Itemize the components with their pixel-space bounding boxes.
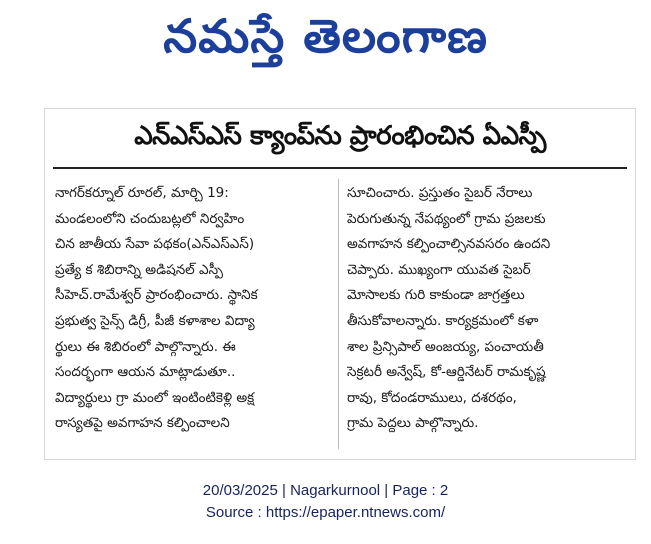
body-line: విద్యార్థులు గ్రా మంలో ఇంటింటికెళ్లి అక్ష [55, 389, 255, 406]
body-line: సెక్రటరీ అన్వేష్, కో-ఆర్డినేటర్ రామకృష్ణ [347, 364, 546, 381]
column-divider [338, 179, 339, 449]
body-line: చిన జాతీయ సేవా పథకం(ఎన్‌ఎస్‌ఎస్) [55, 236, 255, 253]
body-line: శాల ప్రిన్సిపాల్ అంజయ్య, పంచాయతీ [347, 338, 544, 355]
body-line: మండలంలోని చందుబట్లలో నిర్వహిం [55, 210, 245, 227]
body-line: చెప్పారు. ముఖ్యంగా యువత సైబర్ [347, 261, 531, 278]
body-line: రాస్యతపై అవగాహన కల్పించాలని [55, 415, 230, 432]
article-headline: ఎన్‌ఎస్‌ఎస్ క్యాంప్‌ను ప్రారంభించిన ఏఎస్పీ [134, 121, 546, 151]
body-line: గ్రామ పెద్దలు పాల్గొన్నారు. [347, 415, 479, 432]
article-column-left [55, 181, 331, 437]
headline-rule [53, 167, 627, 169]
body-line: సందర్భంగా ఆయన మాట్లాడుతూ.. [55, 364, 236, 381]
body-line: రావు, కోదండరాములు, దశరథం, [347, 389, 517, 406]
body-line: ర్థులు ఈ శిబిరంలో పాల్గొన్నారు. ఈ [55, 338, 236, 355]
article-column-right [347, 181, 623, 437]
body-line: తీసుకోవాలన్నారు. కార్యక్రమంలో కళా [347, 312, 539, 329]
article-clipping [44, 108, 636, 460]
body-line: సీహెచ్.రామేశ్వర్ ప్రారంభించారు. స్థానిక [55, 287, 258, 304]
body-line: ప్రత్యే క శిబిరాన్ని అడిషనల్ ఎస్పీ [55, 261, 224, 278]
source-link[interactable]: Source : https://epaper.ntnews.com/ [205, 504, 446, 521]
body-line: పెరుగుతున్న నేపథ్యంలో గ్రామ ప్రజలకు [347, 210, 546, 227]
body-line: మోసాలకు గురి కాకుండా జాగ్రత్తలు [347, 287, 525, 304]
source-footer [0, 480, 651, 524]
body-line: సూచించారు. ప్రస్తుతం సైబర్ నేరాలు [347, 185, 533, 201]
body-line: నాగర్‌కర్నూల్ రూరల్, మార్చి 19: [55, 185, 229, 201]
body-line: ప్రభుత్వ సైన్స్ డిగ్రీ, పీజీ కళాశాల విద్యా [55, 312, 255, 329]
body-line: అవగాహన కల్పించాల్సినవసరం ఉందని [347, 236, 551, 253]
edition-info: 20/03/2025 | Nagarkurnool | Page : 2 [202, 482, 449, 499]
newspaper-logo: నమస్తే తెలంగాణ [163, 9, 488, 63]
masthead [0, 0, 651, 84]
